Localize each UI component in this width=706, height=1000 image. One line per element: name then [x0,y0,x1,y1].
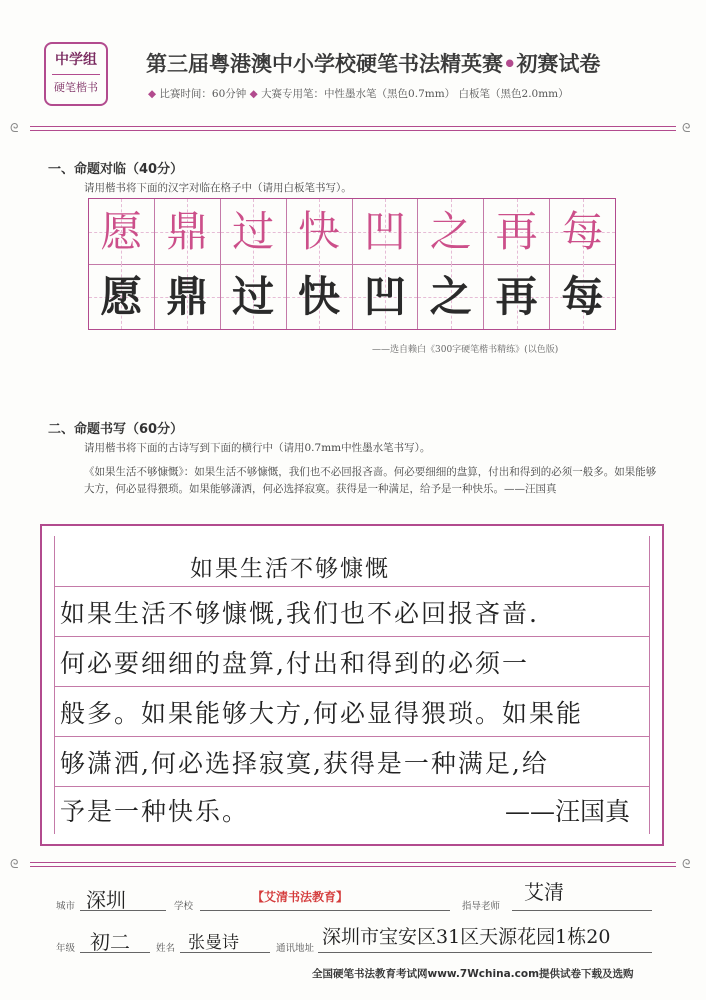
teacher-label: 指导老师 [462,901,501,912]
written-char: 之 [429,271,472,321]
footer-divider [30,862,676,867]
model-char: 鼎 [166,206,209,256]
model-row [89,199,615,265]
handwritten-author: ——汪国真 [504,797,630,826]
scroll-ornament-icon: ᘓ [682,121,691,135]
written-char: 快 [298,271,341,321]
section2-instruction: 请用楷书将下面的古诗写到下面的横行中（请用0.7mm中性墨水笔书写）。 [84,442,431,454]
writing-line [54,686,650,687]
written-cell [89,264,155,329]
handwritten-line: 够潇洒,何必选择寂寞,获得是一种满足,给 [60,749,549,778]
handwritten-line: 如果生活不够慷慨,我们也不必回报吝啬. [60,599,539,628]
city-underline [80,910,166,911]
writing-margin [649,536,650,834]
group-badge [44,42,108,106]
school-label: 学校 [174,901,194,912]
exam-subtitle [148,86,569,101]
written-cell [418,264,484,329]
exam-time: 比赛时间：60分钟 [159,88,247,100]
model-char: 快 [298,206,341,256]
written-cell [353,264,419,329]
scroll-ornament-icon: ᘓ [10,857,19,871]
title-dot: • [503,52,517,76]
scroll-ornament-icon: ᘓ [682,857,691,871]
grade-underline [80,952,150,953]
badge-divider [52,74,100,75]
header-divider [30,126,676,131]
grade-label: 年级 [56,943,76,954]
section1-instruction: 请用楷书将下面的汉字对临在格子中（请用白板笔书写）。 [84,182,352,194]
exam-pens: 大赛专用笔：中性墨水笔（黑色0.7mm） 白板笔（黑色2.0mm） [261,88,569,100]
model-char: 每 [561,206,604,256]
handwritten-title: 如果生活不够慷慨 [190,556,390,582]
city-value: 深圳 [86,888,126,912]
model-char: 之 [429,206,472,256]
written-cell [550,264,615,329]
group-label: 中学组 [55,52,97,68]
model-cell [484,199,550,264]
group-sublabel: 硬笔楷书 [54,81,98,94]
model-cell [155,199,221,264]
writing-box [40,524,664,846]
bullet-icon: ◆ [148,88,157,100]
copy-source: ——选自赖白《300字硬笔楷书精练》(以色版) [372,345,559,355]
model-cell [287,199,353,264]
scroll-ornament-icon: ᘓ [10,121,19,135]
address-underline [318,952,652,953]
model-cell [353,199,419,264]
writing-margin [54,536,55,834]
written-char: 凹 [363,271,406,321]
prose-passage: 《如果生活不够慷慨》：如果生活不够慷慨，我们也不必回报吝啬。何必要细细的盘算，付出和得到的必须一般多。如果能够大方，何必显得猥琐。如果能够潇洒，何必选择寂寞。获得是一种满足，给予是一种快乐。——汪国真 [84,466,657,495]
model-cell [221,199,287,264]
model-char: 愿 [100,206,143,256]
city-label: 城市 [56,901,76,912]
written-char: 每 [561,271,604,321]
written-char: 再 [495,271,538,321]
written-char: 鼎 [166,271,209,321]
section2-title: 二、命题书写（60分） [48,422,184,437]
model-cell [89,199,155,264]
handwritten-line: 何必要细细的盘算,付出和得到的必须一 [60,649,529,678]
writing-line [54,736,650,737]
address-label: 通讯地址 [276,943,315,954]
model-char: 凹 [363,206,406,256]
written-cell [221,264,287,329]
section1-title: 一、命题对临（40分） [48,162,184,177]
name-label: 姓名 [156,943,176,954]
page-title [146,48,600,78]
grade-value: 初二 [90,930,130,954]
written-row [89,264,615,329]
written-char: 过 [232,271,275,321]
writing-line [54,786,650,787]
handwritten-line: 般多。如果能够大方,何必显得猥琐。如果能 [60,699,583,728]
model-cell [418,199,484,264]
school-underline [200,910,450,911]
written-cell [484,264,550,329]
address-value: 深圳市宝安区31区天源花园1栋20 [322,926,611,948]
school-value: 【艾清书法教育】 [252,890,349,904]
written-cell [155,264,221,329]
writing-line [54,636,650,637]
written-cell [287,264,353,329]
name-underline [180,952,270,953]
model-char: 过 [232,206,275,256]
title-main: 第三届粤港澳中小学校硬笔书法精英赛 [146,52,503,76]
teacher-underline [512,910,652,911]
handwritten-line: 予是一种快乐。 [60,797,250,826]
teacher-value: 艾清 [524,880,564,904]
model-char: 再 [495,206,538,256]
writing-line [54,586,650,587]
footer-note: 全国硬笔书法教育考试网www.7Wchina.com提供试卷下载及选购 [312,968,634,980]
model-cell [550,199,615,264]
bullet-icon: ◆ [249,88,258,100]
name-value: 张曼诗 [188,933,239,953]
copy-grid [88,198,616,330]
written-char: 愿 [100,271,143,321]
title-suffix: 初赛试卷 [516,52,601,76]
